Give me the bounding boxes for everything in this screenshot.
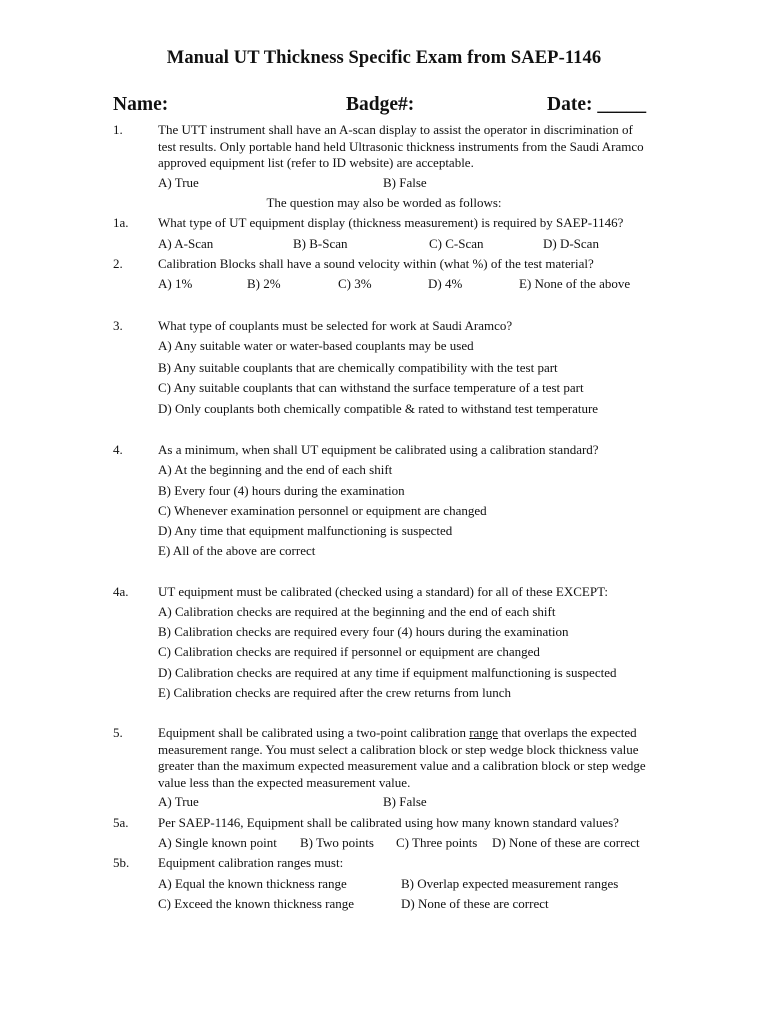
- option-c: C) 3%: [338, 276, 372, 291]
- question-text: Equipment calibration ranges must:: [158, 855, 344, 870]
- option-b: B) False: [383, 175, 427, 190]
- option-b: B) Calibration checks are required every four (4) hours during the examination: [158, 624, 569, 639]
- option-e: E) All of the above are correct: [158, 543, 316, 558]
- option-d: D) Any time that equipment malfunctioning is suspected: [158, 523, 453, 538]
- option-a: A) Single known point: [158, 835, 277, 850]
- option-d: D) None of these are correct: [492, 835, 640, 850]
- option-d: D) None of these are correct: [401, 896, 549, 911]
- option-c: C) Calibration checks are required if personnel or equipment are changed: [158, 644, 540, 659]
- option-c: C) Exceed the known thickness range: [158, 896, 355, 911]
- option-b: B) Any suitable couplants that are chemically compatibility with the test part: [158, 360, 558, 375]
- underlined-word: range: [469, 725, 499, 740]
- question-text: Per SAEP-1146, Equipment shall be calibrated using how many known standard values?: [158, 815, 619, 830]
- option-d: D) 4%: [428, 276, 463, 291]
- question-number: 4a.: [113, 584, 129, 599]
- option-b: B) Two points: [300, 835, 374, 850]
- question-number: 5a.: [113, 815, 129, 830]
- option-d: D) D-Scan: [543, 236, 599, 251]
- question-number: 4.: [113, 442, 123, 457]
- question-number: 5.: [113, 725, 123, 740]
- question-number: 1a.: [113, 215, 129, 230]
- question-text-end: that overlaps the expected measurement range. You must select a calibration block or step wedge block thickness value greater than the maximum expected measurement value and a calibration block or step wedge value less than the expected measurement value.: [158, 725, 646, 790]
- name-label: Name:: [113, 94, 169, 115]
- option-e: E) None of the above: [519, 276, 631, 291]
- date-label: Date: _____: [547, 94, 647, 115]
- option-e: E) Calibration checks are required after the crew returns from lunch: [158, 685, 512, 700]
- option-b: B) 2%: [247, 276, 281, 291]
- option-b: B) Every four (4) hours during the examination: [158, 483, 405, 498]
- option-d: D) Calibration checks are required at any time if equipment malfunctioning is suspected: [158, 665, 617, 680]
- question-number: 3.: [113, 318, 123, 333]
- option-c: C) Any suitable couplants that can withstand the surface temperature of a test part: [158, 380, 584, 395]
- question-number: 1.: [113, 122, 123, 137]
- page-title: Manual UT Thickness Specific Exam from SAEP-1146: [166, 48, 602, 68]
- option-c: C) C-Scan: [429, 236, 484, 251]
- question-text: What type of UT equipment display (thickness measurement) is required by SAEP-1146?: [158, 215, 624, 230]
- option-a: A) 1%: [158, 276, 193, 291]
- option-c: C) Three points: [396, 835, 478, 850]
- option-a: A) True: [158, 794, 199, 809]
- option-a: A) True: [158, 175, 199, 190]
- option-a: A) Calibration checks are required at the beginning and the end of each shift: [158, 604, 556, 619]
- question-number: 2.: [113, 256, 123, 271]
- option-b: B) Overlap expected measurement ranges: [401, 876, 619, 891]
- question-number: 5b.: [113, 855, 130, 870]
- question-text: Calibration Blocks shall have a sound velocity within (what %) of the test material?: [158, 256, 594, 271]
- question-text: The UTT instrument shall have an A-scan display to assist the operator in discrimination of test results. Only portable hand held Ultrasonic thickness instruments from the Saudi Aramco approved equipment list (refer to ID website) are acceptable.: [158, 122, 644, 170]
- badge-label: Badge#:: [346, 94, 415, 115]
- option-c: C) Whenever examination personnel or equipment are changed: [158, 503, 487, 518]
- option-a: A) A-Scan: [158, 236, 214, 251]
- option-a: A) Any suitable water or water-based couplants may be used: [158, 338, 474, 353]
- question-text-start: Equipment shall be calibrated using a two-point calibration: [158, 725, 470, 740]
- option-a: A) At the beginning and the end of each shift: [158, 462, 393, 477]
- question-text: UT equipment must be calibrated (checked using a standard) for all of these EXCEPT:: [158, 584, 609, 599]
- alternate-wording-note: The question may also be worded as follows:: [266, 195, 502, 210]
- option-a: A) Equal the known thickness range: [158, 876, 347, 891]
- option-b: B) False: [383, 794, 427, 809]
- option-d: D) Only couplants both chemically compatible & rated to withstand test temperature: [158, 401, 599, 416]
- question-text: [158, 725, 653, 791]
- question-text: What type of couplants must be selected for work at Saudi Aramco?: [158, 318, 513, 333]
- question-text: As a minimum, when shall UT equipment be calibrated using a calibration standard?: [158, 442, 599, 457]
- option-b: B) B-Scan: [293, 236, 348, 251]
